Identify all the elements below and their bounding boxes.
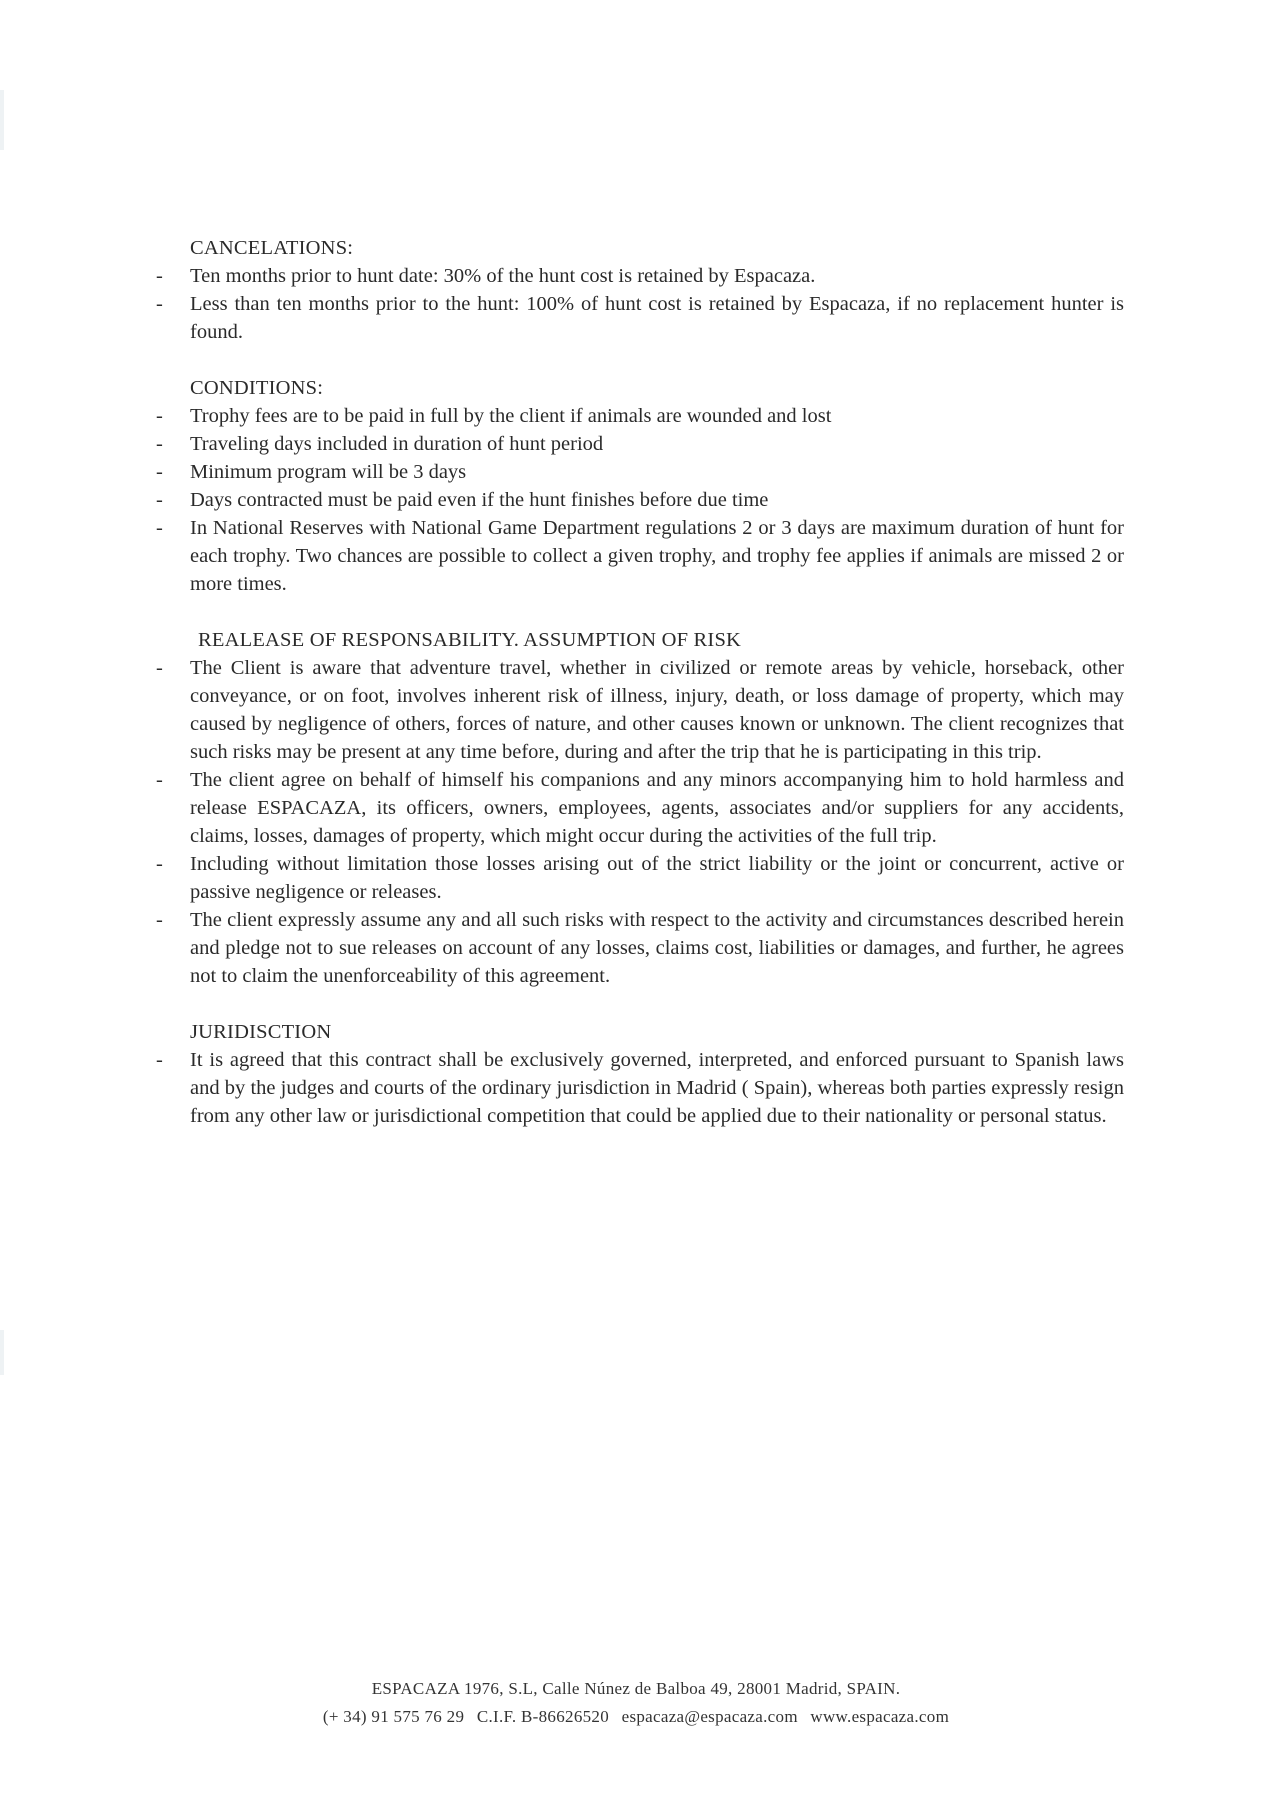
item-text: The client agree on behalf of himself his companions and any minors accompanying him to hold harmless and release ESPACAZA, its officers, owners, employees, agents, associates and/or suppliers for any accidents, claims, losses, damages of property, which might occur during the activities of the full trip. [190,769,1124,847]
bullet-dash: - [156,293,163,315]
section-heading: CONDITIONS: [190,377,324,399]
item-text: Trophy fees are to be paid in full by the client if animals are wounded and lost [190,405,832,427]
list-item [156,766,1124,850]
list-item [156,402,1124,430]
company-footer [0,1675,1272,1731]
section-release-of-responsibility [156,626,1124,990]
bullet-dash: - [156,909,163,931]
item-text: Minimum program will be 3 days [190,461,467,483]
scan-edge-mark [0,90,4,150]
footer-email: espacaza@espacaza.com [621,1707,798,1726]
footer-cif: C.I.F. B-86626520 [476,1707,610,1726]
bullet-dash: - [156,1049,163,1071]
bullet-dash: - [156,461,163,483]
scan-edge-mark [0,1330,4,1375]
list-item [156,486,1124,514]
section-conditions [156,374,1124,598]
list-item [156,514,1124,598]
item-text: It is agreed that this contract shall be exclusively governed, interpreted, and enforced pursuant to Spanish laws and by the judges and courts of the ordinary jurisdiction in Madrid ( Spain), whereas both parties expressly resign from any other law or jurisdictional competition that could be applied due to their nationality or personal status. [190,1049,1124,1127]
bullet-dash: - [156,489,163,511]
section-heading: JURIDISCTION [190,1021,332,1043]
bullet-dash: - [156,433,163,455]
item-text: Ten months prior to hunt date: 30% of the hunt cost is retained by Espacaza. [190,265,816,287]
footer-address: ESPACAZA 1976, S.L, Calle Núnez de Balboa 49, 28001 Madrid, SPAIN. [371,1679,901,1698]
item-text: Traveling days included in duration of hunt period [190,433,604,455]
list-item [156,906,1124,990]
item-text: In National Reserves with National Game Department regulations 2 or 3 days are maximum duration of hunt for each trophy. Two chances are possible to collect a given trophy, and trophy fee applies if animals are missed 2 or more times. [190,517,1124,595]
footer-contact [0,1703,1272,1731]
footer-website: www.espacaza.com [810,1707,950,1726]
list-item [156,1046,1124,1130]
section-jurisdiction [156,1018,1124,1130]
list-item [156,430,1124,458]
section-heading: REALEASE OF RESPONSABILITY. ASSUMPTION OF RISK [198,629,742,651]
section-cancelations [156,234,1124,346]
section-heading: CANCELATIONS: [190,237,354,259]
list-item [156,458,1124,486]
list-item [156,654,1124,766]
item-text: Including without limitation those losses arising out of the strict liability or the joint or concurrent, active or passive negligence or releases. [190,853,1124,903]
bullet-dash: - [156,265,163,287]
bullet-dash: - [156,657,163,679]
list-item [156,850,1124,906]
list-item [156,290,1124,346]
item-text: The Client is aware that adventure travel, whether in civilized or remote areas by vehicle, horseback, other conveyance, or on foot, involves inherent risk of illness, injury, death, or loss damage of property, which may caused by negligence of others, forces of nature, and other causes known or unknown. The client recognizes that such risks may be present at any time before, during and after the trip that he is participating in this trip. [190,657,1124,763]
item-text: Less than ten months prior to the hunt: 100% of hunt cost is retained by Espacaza, if no replacement hunter is found. [190,293,1124,343]
footer-phone: (+ 34) 91 575 76 29 [322,1707,465,1726]
document-body [156,234,1124,1158]
bullet-dash: - [156,853,163,875]
item-list [156,262,1124,346]
bullet-dash: - [156,769,163,791]
list-item [156,262,1124,290]
item-list [156,402,1124,598]
item-list [156,1046,1124,1130]
item-text: Days contracted must be paid even if the hunt finishes before due time [190,489,769,511]
bullet-dash: - [156,405,163,427]
bullet-dash: - [156,517,163,539]
item-list [156,654,1124,990]
item-text: The client expressly assume any and all such risks with respect to the activity and circumstances described herein and pledge not to sue releases on account of any losses, claims cost, liabilities or damages, and further, he agrees not to claim the unenforceability of this agreement. [190,909,1124,987]
